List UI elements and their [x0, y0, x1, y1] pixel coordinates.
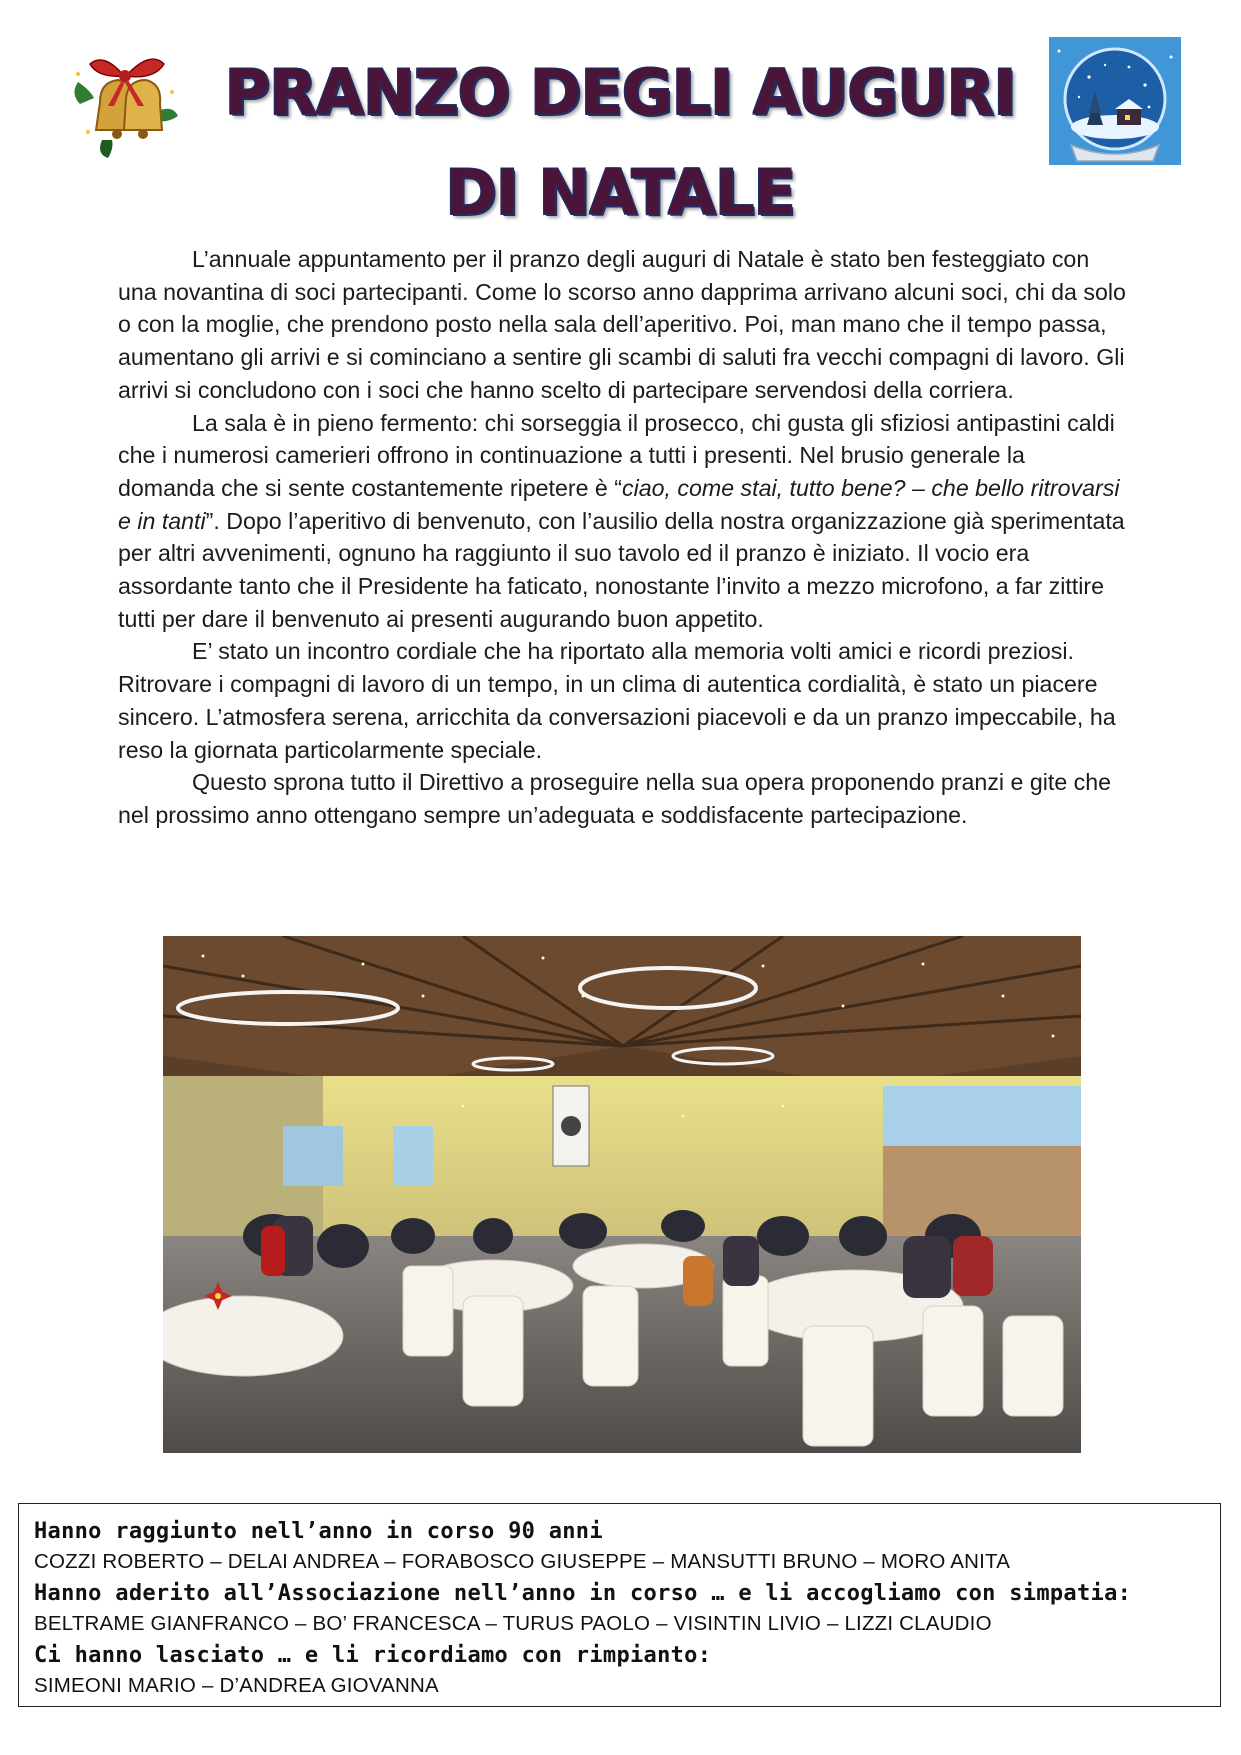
- article-paragraph-4: Questo sprona tutto il Direttivo a proseguire nella sua opera proponendo pranzi e gite che nel prossimo anno ottengano sempre un’adeguata e soddisfacente partecipazione.: [118, 769, 1112, 828]
- article-body: [118, 243, 1128, 832]
- article-quote: ciao, come stai, tutto bene? – che bello ritrovarsi e in tanti: [118, 474, 1120, 534]
- heading-90-years: Hanno raggiunto nell’anno in corso 90 anni: [34, 1519, 603, 1544]
- article-paragraph-2-text-a: La sala è in pieno fermento: chi sorseggia il prosecco, chi gusta gli sfiziosi antipastini caldi che i numerosi camerieri offrono in continuazione a tutti i presenti. Nel brusio generale la domanda che si sente costantemente ripetere è “: [118, 409, 1115, 501]
- banquet-hall-photo: [163, 936, 1081, 1453]
- article-paragraph-3: E’ stato un incontro cordiale che ha riportato alla memoria volti amici e ricordi preziosi. Ritrovare i compagni di lavoro di un tempo, in un clima di autentica cordialità, è stato un piacere sincero. L’atmosfera serena, arricchita da conversazioni piacevoli e da un pranzo impeccabile, ha reso la giornata particolarmente speciale.: [118, 638, 1116, 763]
- christmas-bells-icon: [60, 42, 190, 160]
- article-paragraph-2-text-b: ”. Dopo l’aperitivo di benvenuto, con l’ausilio della nostra organizzazione già sperimentata per altri avvenimenti, ognuno ha raggiunto il suo tavolo ed il pranzo è iniziato. Il vocio era assordante tanto che il Presidente ha faticato, nonostante l’invito a mezzo microfono, a far zittire tutti per dare il benvenuto ai presenti augurando buon appetito.: [118, 507, 1125, 632]
- snow-globe-icon: [1049, 37, 1181, 165]
- page-title-line2: DI NATALE: [445, 156, 795, 229]
- heading-deceased: Ci hanno lasciato … e li ricordiamo con rimpianto:: [34, 1643, 712, 1668]
- names-new-members: BELTRAME GIANFRANCO – BO’ FRANCESCA – TURUS PAOLO – VISINTIN LIVIO – LIZZI CLAUDIO: [34, 1612, 992, 1635]
- names-deceased: SIMEONI MARIO – D’ANDREA GIOVANNA: [34, 1674, 439, 1697]
- names-90-years: COZZI ROBERTO – DELAI ANDREA – FORABOSCO GIUSEPPE – MANSUTTI BRUNO – MORO ANITA: [34, 1550, 1011, 1573]
- members-info-box: [18, 1503, 1221, 1707]
- page-title-line1: PRANZO DEGLI AUGURI: [224, 56, 1016, 129]
- article-paragraph-1: L’annuale appuntamento per il pranzo degli auguri di Natale è stato ben festeggiato con una novantina di soci partecipanti. Come lo scorso anno dapprima arrivano alcuni soci, chi da solo o con la moglie, che prendono posto nella sala dell’aperitivo. Poi, man mano che il tempo passa, aumentano gli arrivi e si cominciano a sentire gli scambi di saluti fra vecchi compagni di lavoro. Gli arrivi si concludono con i soci che hanno scelto di partecipare servendosi della corriera.: [118, 246, 1126, 403]
- article-paragraph-2: [118, 407, 1128, 636]
- heading-new-members: Hanno aderito all’Associazione nell’anno in corso … e li accogliamo con simpatia:: [34, 1581, 1132, 1606]
